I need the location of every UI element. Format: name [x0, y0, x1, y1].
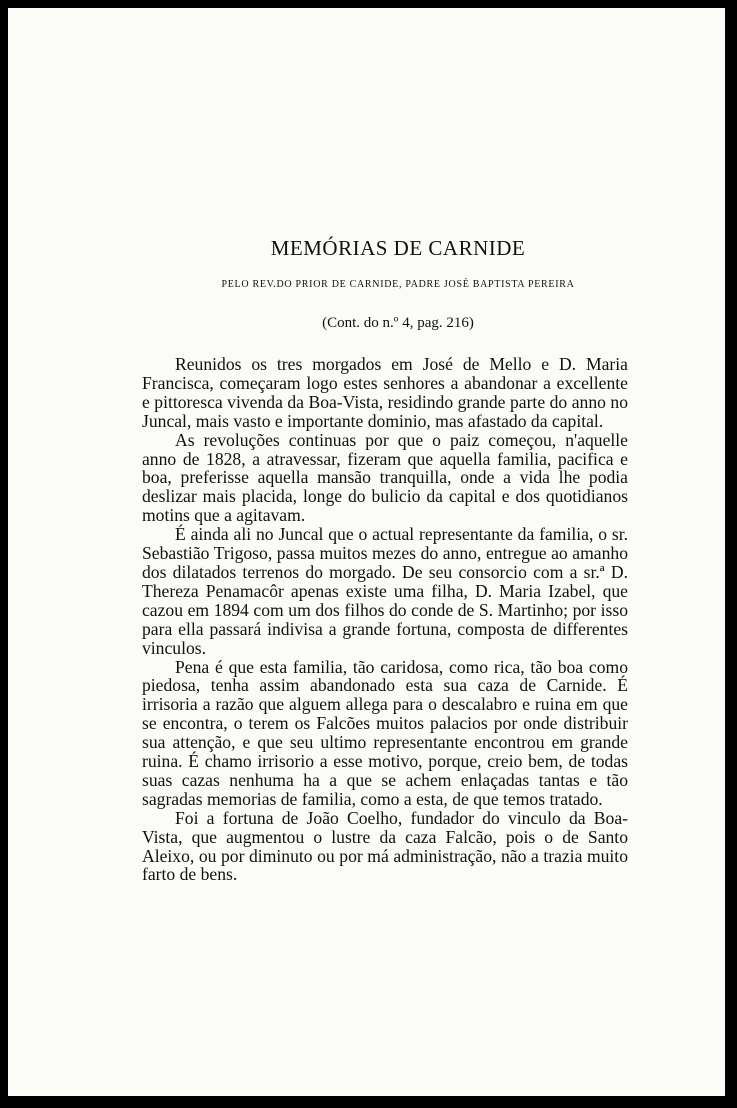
document-page: [8, 8, 725, 1096]
paragraph: Reunidos os tres morgados em José de Mello e D. Maria Francisca, começaram logo estes senhores a abandonar a excellente e pittoresca vivenda da Boa-Vista, residindo grande parte do anno no Juncal, mais vasto e importante dominio, mas afastado da capital.: [142, 354, 628, 431]
page-title: MEMÓRIAS DE CARNIDE: [270, 236, 526, 260]
paragraph: É ainda ali no Juncal que o actual representante da familia, o sr. Sebastião Trigoso, passa muitos mezes do anno, entregue ao amanho dos dilatados terrenos do morgado. De seu consorcio com a sr.ª D. Thereza Penamacôr apenas existe uma filha, D. Maria Izabel, que cazou em 1894 com um dos filhos do conde de S. Martinho; por isso para ella passará indivisa a grande fortuna, composta de differentes vinculos.: [142, 524, 628, 658]
paragraph: Foi a fortuna de João Coelho, fundador do vinculo da Boa-Vista, que augmentou o lustre da caza Falcão, pois o de Santo Aleixo, ou por diminuto ou por má administração, não a trazia muito farto de bens.: [142, 807, 628, 885]
paragraph: As revoluções continuas por que o paiz começou, n'aquelle anno de 1828, a atravessar, fizeram que aquella familia, pacifica e boa, preferisse aquella mansão tranquilla, onde a vida lhe podia deslizar mais placida, longe do bulicio da capital e dos quotidianos motins que a agitavam.: [142, 429, 628, 526]
continuation-note: (Cont. do n.º 4, pag. 216): [322, 315, 474, 331]
author-byline: PELO REV.DO PRIOR DE CARNIDE, PADRE JOSÉ BAPTISTA PEREIRA: [221, 279, 575, 290]
article-body: [142, 355, 628, 884]
paragraph: Pena é que esta familia, tão caridosa, como rica, tão boa como piedosa, tenha assim abandonado esta sua caza de Carnide. É irrisoria a razão que alguem allega para o descalabro e ruina em que se encontra, o terem os Falcões muitos palacios por onde distribuir sua attenção, e que seu ultimo representante encontrou em grande ruina. É chamo irrisorio a esse motivo, porque, creio bem, de todas suas cazas nenhuma ha a que se achem enlaçadas tantas e tão sagradas memorias de familia, como a esta, de que temos tratado.: [142, 656, 628, 809]
